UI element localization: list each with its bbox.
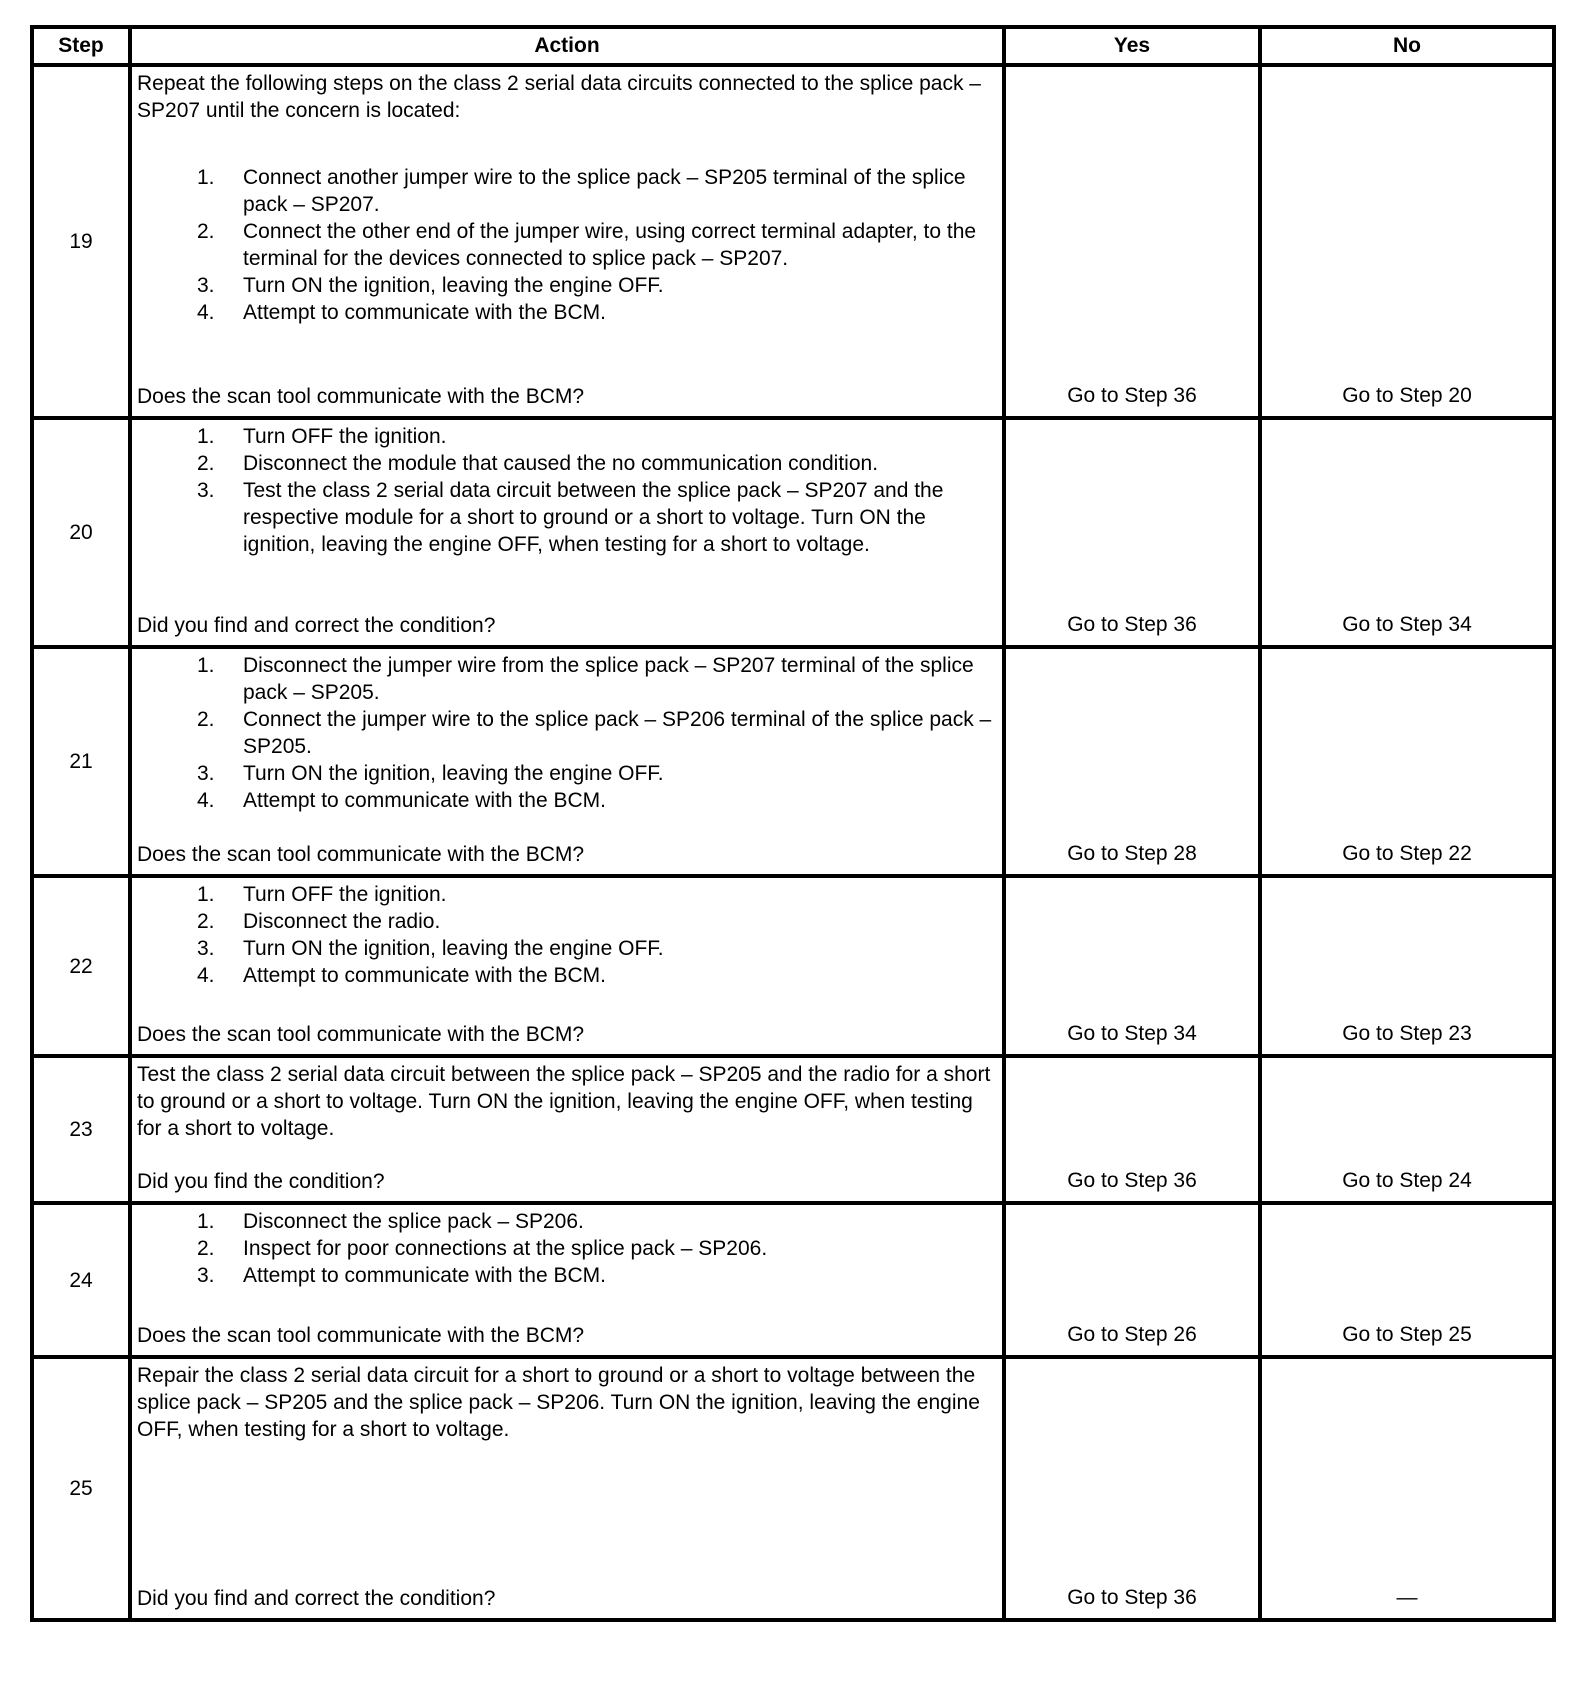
table-row bbox=[32, 647, 1554, 876]
yes-cell bbox=[1004, 647, 1260, 876]
list-item-number: 1. bbox=[197, 425, 215, 448]
yes-cell bbox=[1004, 876, 1260, 1056]
action-cell bbox=[130, 65, 1004, 418]
header-yes: Yes bbox=[1004, 27, 1260, 65]
no-cell bbox=[1260, 1203, 1554, 1357]
table-row bbox=[32, 1056, 1554, 1203]
step-number-cell bbox=[32, 1056, 130, 1203]
list-item bbox=[137, 760, 994, 787]
step-number-cell bbox=[32, 876, 130, 1056]
list-item-text: Turn ON the ignition, leaving the engine OFF. bbox=[243, 937, 664, 960]
step-number: 19 bbox=[69, 230, 93, 253]
action-cell bbox=[130, 1056, 1004, 1203]
step-number-cell bbox=[32, 65, 130, 418]
list-item-number: 2. bbox=[197, 910, 215, 933]
table-row bbox=[32, 1357, 1554, 1620]
list-item bbox=[137, 272, 994, 299]
yes-value: Go to Step 36 bbox=[1067, 613, 1197, 636]
no-cell bbox=[1260, 65, 1554, 418]
list-item-number: 3. bbox=[197, 937, 215, 960]
action-step-list bbox=[137, 164, 994, 326]
header-action: Action bbox=[130, 27, 1004, 65]
header-step: Step bbox=[32, 27, 130, 65]
list-item-text: Turn ON the ignition, leaving the engine OFF. bbox=[243, 274, 664, 297]
list-item bbox=[137, 1235, 994, 1262]
list-item-text: Test the class 2 serial data circuit between the splice pack – SP207 and the respective module for a short to ground or a short to voltage. Turn ON the ignition, leaving the engine OFF, when testing for a short to voltage. bbox=[243, 479, 944, 556]
list-item-number: 3. bbox=[197, 274, 215, 297]
yes-value: Go to Step 28 bbox=[1067, 842, 1197, 865]
list-item-number: 2. bbox=[197, 220, 215, 243]
no-value: Go to Step 20 bbox=[1342, 384, 1472, 407]
action-question: Did you find and correct the condition? bbox=[137, 614, 496, 637]
action-content bbox=[137, 652, 994, 868]
action-content bbox=[137, 1362, 994, 1612]
table-row bbox=[32, 876, 1554, 1056]
no-value: Go to Step 34 bbox=[1342, 613, 1472, 636]
yes-value: Go to Step 26 bbox=[1067, 1323, 1197, 1346]
yes-cell bbox=[1004, 1357, 1260, 1620]
list-item-text: Attempt to communicate with the BCM. bbox=[243, 964, 606, 987]
action-content bbox=[137, 1208, 994, 1349]
yes-cell bbox=[1004, 1056, 1260, 1203]
list-item-number: 1. bbox=[197, 883, 215, 906]
step-number: 22 bbox=[69, 954, 93, 978]
no-cell bbox=[1260, 876, 1554, 1056]
table-row bbox=[32, 65, 1554, 418]
step-number-cell bbox=[32, 1203, 130, 1357]
list-item-number: 3. bbox=[197, 1264, 215, 1287]
action-content bbox=[137, 70, 994, 410]
list-item bbox=[137, 706, 994, 760]
list-item bbox=[137, 299, 994, 326]
list-item bbox=[137, 1208, 994, 1235]
list-item-text: Attempt to communicate with the BCM. bbox=[243, 789, 606, 812]
yes-value: Go to Step 36 bbox=[1067, 384, 1197, 407]
list-item bbox=[137, 1262, 994, 1289]
list-item-number: 3. bbox=[197, 762, 215, 785]
action-intro-text: Test the class 2 serial data circuit between the splice pack – SP205 and the radio for a short to ground or a short to voltage. Turn ON the ignition, leaving the engine OFF, when testing for a short to voltage. bbox=[137, 1063, 991, 1140]
list-item bbox=[137, 652, 994, 706]
action-cell bbox=[130, 418, 1004, 647]
yes-value: Go to Step 36 bbox=[1067, 1169, 1197, 1192]
action-cell bbox=[130, 1357, 1004, 1620]
no-cell bbox=[1260, 1056, 1554, 1203]
action-cell bbox=[130, 876, 1004, 1056]
step-number: 21 bbox=[69, 750, 93, 773]
list-item bbox=[137, 218, 994, 272]
step-number: 23 bbox=[69, 1118, 93, 1141]
table-body bbox=[32, 65, 1554, 1620]
list-item-number: 2. bbox=[197, 708, 215, 731]
step-number-cell bbox=[32, 418, 130, 647]
step-number-cell bbox=[32, 647, 130, 876]
list-item bbox=[137, 935, 994, 962]
no-value: — bbox=[1396, 1586, 1418, 1609]
action-question: Does the scan tool communicate with the BCM? bbox=[137, 385, 585, 408]
list-item bbox=[137, 423, 994, 450]
list-item-number: 3. bbox=[197, 479, 215, 502]
list-item-number: 4. bbox=[197, 301, 215, 324]
table-row bbox=[32, 418, 1554, 647]
list-item-text: Attempt to communicate with the BCM. bbox=[243, 301, 606, 324]
list-item-text: Turn OFF the ignition. bbox=[243, 883, 447, 906]
action-step-list bbox=[137, 652, 994, 814]
list-item bbox=[137, 908, 994, 935]
list-item-number: 1. bbox=[197, 654, 215, 677]
list-item-text: Inspect for poor connections at the splice pack – SP206. bbox=[243, 1237, 768, 1260]
list-item-text: Connect the other end of the jumper wire, using correct terminal adapter, to the terminal for the devices connected to splice pack – SP207. bbox=[243, 220, 977, 270]
list-item-text: Turn OFF the ignition. bbox=[243, 425, 447, 448]
action-content bbox=[137, 881, 994, 1048]
action-question: Does the scan tool communicate with the BCM? bbox=[137, 843, 585, 866]
action-step-list bbox=[137, 1208, 994, 1289]
list-item-number: 2. bbox=[197, 452, 215, 475]
action-question: Does the scan tool communicate with the BCM? bbox=[137, 1324, 585, 1347]
step-number: 25 bbox=[69, 1477, 93, 1500]
list-item bbox=[137, 164, 994, 218]
no-cell bbox=[1260, 1357, 1554, 1620]
list-item-text: Connect the jumper wire to the splice pack – SP206 terminal of the splice pack – SP205. bbox=[243, 708, 992, 758]
action-step-list bbox=[137, 881, 994, 989]
list-item-text: Turn ON the ignition, leaving the engine OFF. bbox=[243, 762, 664, 785]
list-item-text: Disconnect the module that caused the no communication condition. bbox=[243, 452, 879, 475]
list-item bbox=[137, 787, 994, 814]
yes-cell bbox=[1004, 65, 1260, 418]
no-value: Go to Step 24 bbox=[1342, 1169, 1472, 1192]
yes-value: Go to Step 36 bbox=[1067, 1586, 1197, 1609]
step-number: 24 bbox=[69, 1268, 93, 1292]
no-cell bbox=[1260, 418, 1554, 647]
yes-cell bbox=[1004, 418, 1260, 647]
no-value: Go to Step 23 bbox=[1342, 1022, 1472, 1045]
action-question: Does the scan tool communicate with the BCM? bbox=[137, 1023, 585, 1046]
list-item-text: Disconnect the jumper wire from the splice pack – SP207 terminal of the splice pack – SP205. bbox=[243, 654, 974, 704]
action-content bbox=[137, 1061, 994, 1195]
action-intro-text: Repeat the following steps on the class 2 serial data circuits connected to the splice pack – SP207 until the concern is located: bbox=[137, 72, 981, 122]
action-question: Did you find the condition? bbox=[137, 1170, 385, 1193]
list-item bbox=[137, 477, 994, 558]
list-item-text: Attempt to communicate with the BCM. bbox=[243, 1264, 606, 1287]
step-number: 20 bbox=[69, 521, 93, 544]
list-item bbox=[137, 962, 994, 989]
action-step-list bbox=[137, 423, 994, 558]
action-cell bbox=[130, 1203, 1004, 1357]
list-item-number: 4. bbox=[197, 789, 215, 812]
yes-value: Go to Step 34 bbox=[1067, 1022, 1197, 1045]
list-item-text: Connect another jumper wire to the splice pack – SP205 terminal of the splice pack – SP207. bbox=[243, 166, 966, 216]
list-item-text: Disconnect the radio. bbox=[243, 910, 441, 933]
list-item-number: 1. bbox=[197, 166, 215, 189]
action-content bbox=[137, 423, 994, 639]
yes-cell bbox=[1004, 1203, 1260, 1357]
list-item bbox=[137, 450, 994, 477]
list-item-number: 4. bbox=[197, 964, 215, 987]
header-no: No bbox=[1260, 27, 1554, 65]
list-item-text: Disconnect the splice pack – SP206. bbox=[243, 1210, 584, 1233]
list-item-number: 2. bbox=[197, 1237, 215, 1260]
list-item bbox=[137, 881, 994, 908]
action-intro-text: Repair the class 2 serial data circuit for a short to ground or a short to voltage between the splice pack – SP205 and the splice pack – SP206. Turn ON the ignition, leaving the engine OFF, when testing for a short to voltage. bbox=[137, 1364, 980, 1441]
table-row bbox=[32, 1203, 1554, 1357]
action-cell bbox=[130, 647, 1004, 876]
no-value: Go to Step 25 bbox=[1342, 1323, 1472, 1346]
header-row bbox=[32, 27, 1554, 65]
step-number-cell bbox=[32, 1357, 130, 1620]
no-value: Go to Step 22 bbox=[1342, 842, 1472, 865]
action-question: Did you find and correct the condition? bbox=[137, 1587, 496, 1610]
no-cell bbox=[1260, 647, 1554, 876]
list-item-number: 1. bbox=[197, 1210, 215, 1233]
diagnostic-table bbox=[30, 25, 1556, 1622]
